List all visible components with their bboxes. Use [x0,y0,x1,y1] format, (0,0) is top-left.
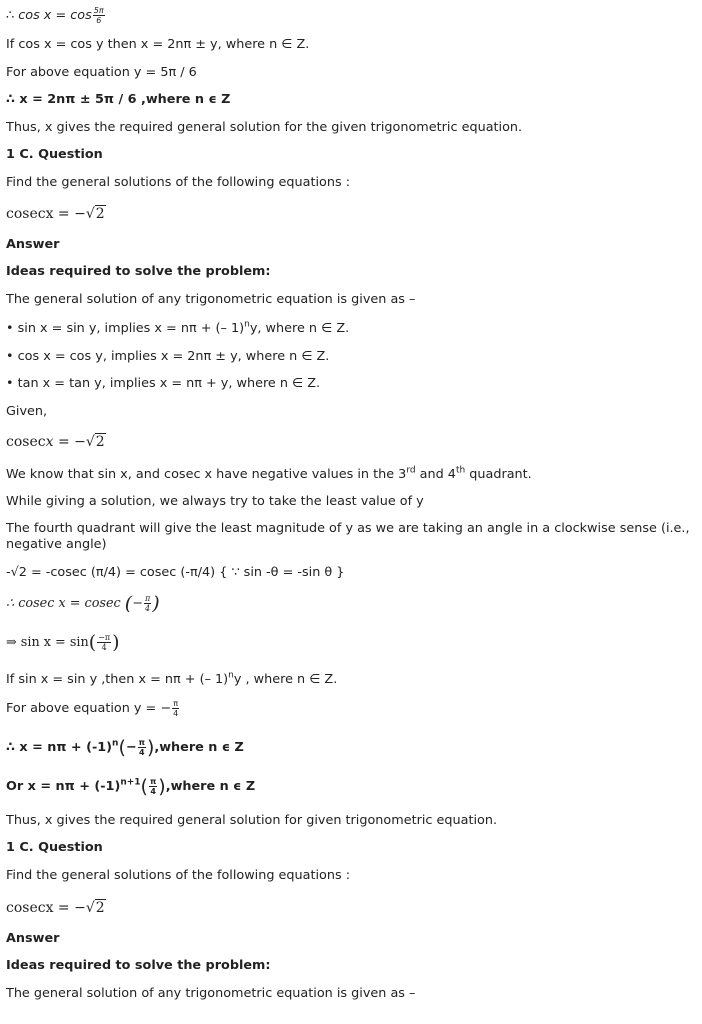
general-solution-text: The general solution of any trigonometric equation is given as – [6,292,416,307]
solution-text: ∴ x = 2nπ ± 5π / 6 ,where n ϵ Z [6,92,231,107]
superscript: n+1 [120,777,141,788]
sqrt-argument: 2 [95,434,105,450]
cosec-eq-prefix: ∴ cosec x = cosec [6,596,121,611]
question-equation [6,206,106,222]
superscript: n [112,738,119,749]
bullet-tan: • tan x = tan y, implies x = nπ + y, where n ∈ Z. [6,376,321,391]
sin-eq-prefix: ⇒ sin x = sin [6,635,89,650]
right-paren: ) [158,775,166,798]
right-paren: ) [146,736,155,759]
general-solution-1 [6,738,244,757]
fraction-denominator: 4 [145,604,151,613]
superscript: n [244,319,250,330]
y-value-text: For above equation y = 5π / 6 [6,65,197,80]
bullet-cos: • cos x = cos y, implies x = 2nπ ± y, where n ∈ Z. [6,349,330,364]
fraction-numerator: π [144,594,151,603]
negative-values-text [6,467,532,483]
answer-label: Answer [6,237,60,252]
conclusion-text-2: Thus, x gives the required general solution for given trigonometric equation. [6,813,498,828]
left-paren: ( [118,736,126,759]
fraction-pi-4 [172,699,179,718]
fraction-numerator: −π [98,633,111,642]
bullet-text: • sin x = sin y, implies x = nπ + (– 1) [6,321,245,336]
solution-suffix: ,where n ϵ Z [154,740,244,755]
y-value-equation [6,699,180,718]
right-paren: ) [152,592,160,615]
sqrt-symbol: √2 [85,900,105,916]
minus-sign: − [132,596,143,611]
y-eq-prefix: For above equation y = − [6,701,172,716]
fraction-denominator: 4 [101,643,107,652]
sin-equation [6,633,120,652]
fraction-denominator: 4 [173,709,179,718]
given-eq-equals: = − [53,434,86,450]
left-paren: ( [124,592,133,615]
answer-label-2: Answer [6,931,60,946]
superscript-th: th [455,465,466,476]
fraction-pi-4 [138,738,146,757]
question-prompt-2: Find the general solutions of the following equations : [6,868,351,883]
left-paren: ( [88,631,97,654]
given-eq-variable: x [45,434,54,450]
fraction-denominator: 4 [150,787,156,796]
sqrt-symbol: √2 [85,206,105,222]
general-solution-text-2: The general solution of any trigonometric equation is given as – [6,986,416,1001]
fraction-neg-pi-4 [97,633,111,652]
least-value-text: While giving a solution, we always try to take the least value of y [6,494,424,509]
right-paren: ) [112,631,120,654]
minus-sign: − [125,740,137,755]
solution-suffix: ,where n ϵ Z [165,779,256,794]
ideas-heading-2: Ideas required to solve the problem: [6,958,271,973]
cosec-equation [6,594,160,613]
cos-equation-prefix: ∴ cos x = cos [6,8,92,23]
left-paren: ( [140,775,148,798]
cos-rule-text: If cos x = cos y then x = 2nπ ± y, where n ∈ Z. [6,37,310,52]
fraction-numerator: π [138,738,145,747]
text-part: and 4 [415,467,456,482]
text-part: y , where n ∈ Z. [233,672,338,687]
equation-prefix: cosecx = − [6,900,86,916]
given-equation [6,434,106,450]
identity-text: -√2 = -cosec (π/4) = cosec (-π/4) { ∵ sin -θ = -sin θ } [6,565,345,580]
fraction-pi-4 [149,777,157,796]
solution-prefix: ∴ x = nπ + (-1) [6,740,113,755]
fraction-denominator: 6 [96,16,102,25]
ideas-heading: Ideas required to solve the problem: [6,264,271,279]
fourth-quadrant-text: The fourth quadrant will give the least magnitude of y as we are taking an angle in a clockwise sense (i.e., negative angle) [6,521,690,552]
bullet-text-end: y, where n ∈ Z. [249,321,350,336]
superscript-rd: rd [406,465,416,476]
fraction-numerator: π [149,777,157,786]
sqrt-argument: 2 [95,206,105,222]
fraction-denominator: 4 [138,748,145,757]
question-heading-2: 1 C. Question [6,840,103,855]
bullet-sin [6,321,349,337]
fraction-5pi-6 [93,6,105,25]
fraction-numerator: 5π [93,6,104,15]
fraction-pi-4 [144,594,151,613]
sin-rule-text [6,672,337,688]
fraction-numerator: π [173,699,179,708]
given-label: Given, [6,404,48,419]
general-solution-2 [6,777,255,796]
question-heading: 1 C. Question [6,147,103,162]
question-equation-2 [6,900,106,916]
sqrt-symbol: √2 [85,434,105,450]
equation-prefix: cosecx = − [6,206,86,222]
question-prompt: Find the general solutions of the following equations : [6,175,351,190]
given-eq-prefix: cosec [6,434,46,450]
cos-equation [6,6,106,25]
superscript: n [228,670,234,681]
text-part: We know that sin x, and cosec x have negative values in the 3 [6,467,407,482]
text-part: quadrant. [465,467,532,482]
conclusion-text: Thus, x gives the required general solution for the given trigonometric equation. [6,120,523,135]
text-part: If sin x = sin y ,then x = nπ + (– 1) [6,672,229,687]
sqrt-argument: 2 [95,900,105,916]
solution-prefix: Or x = nπ + (-1) [6,779,121,794]
